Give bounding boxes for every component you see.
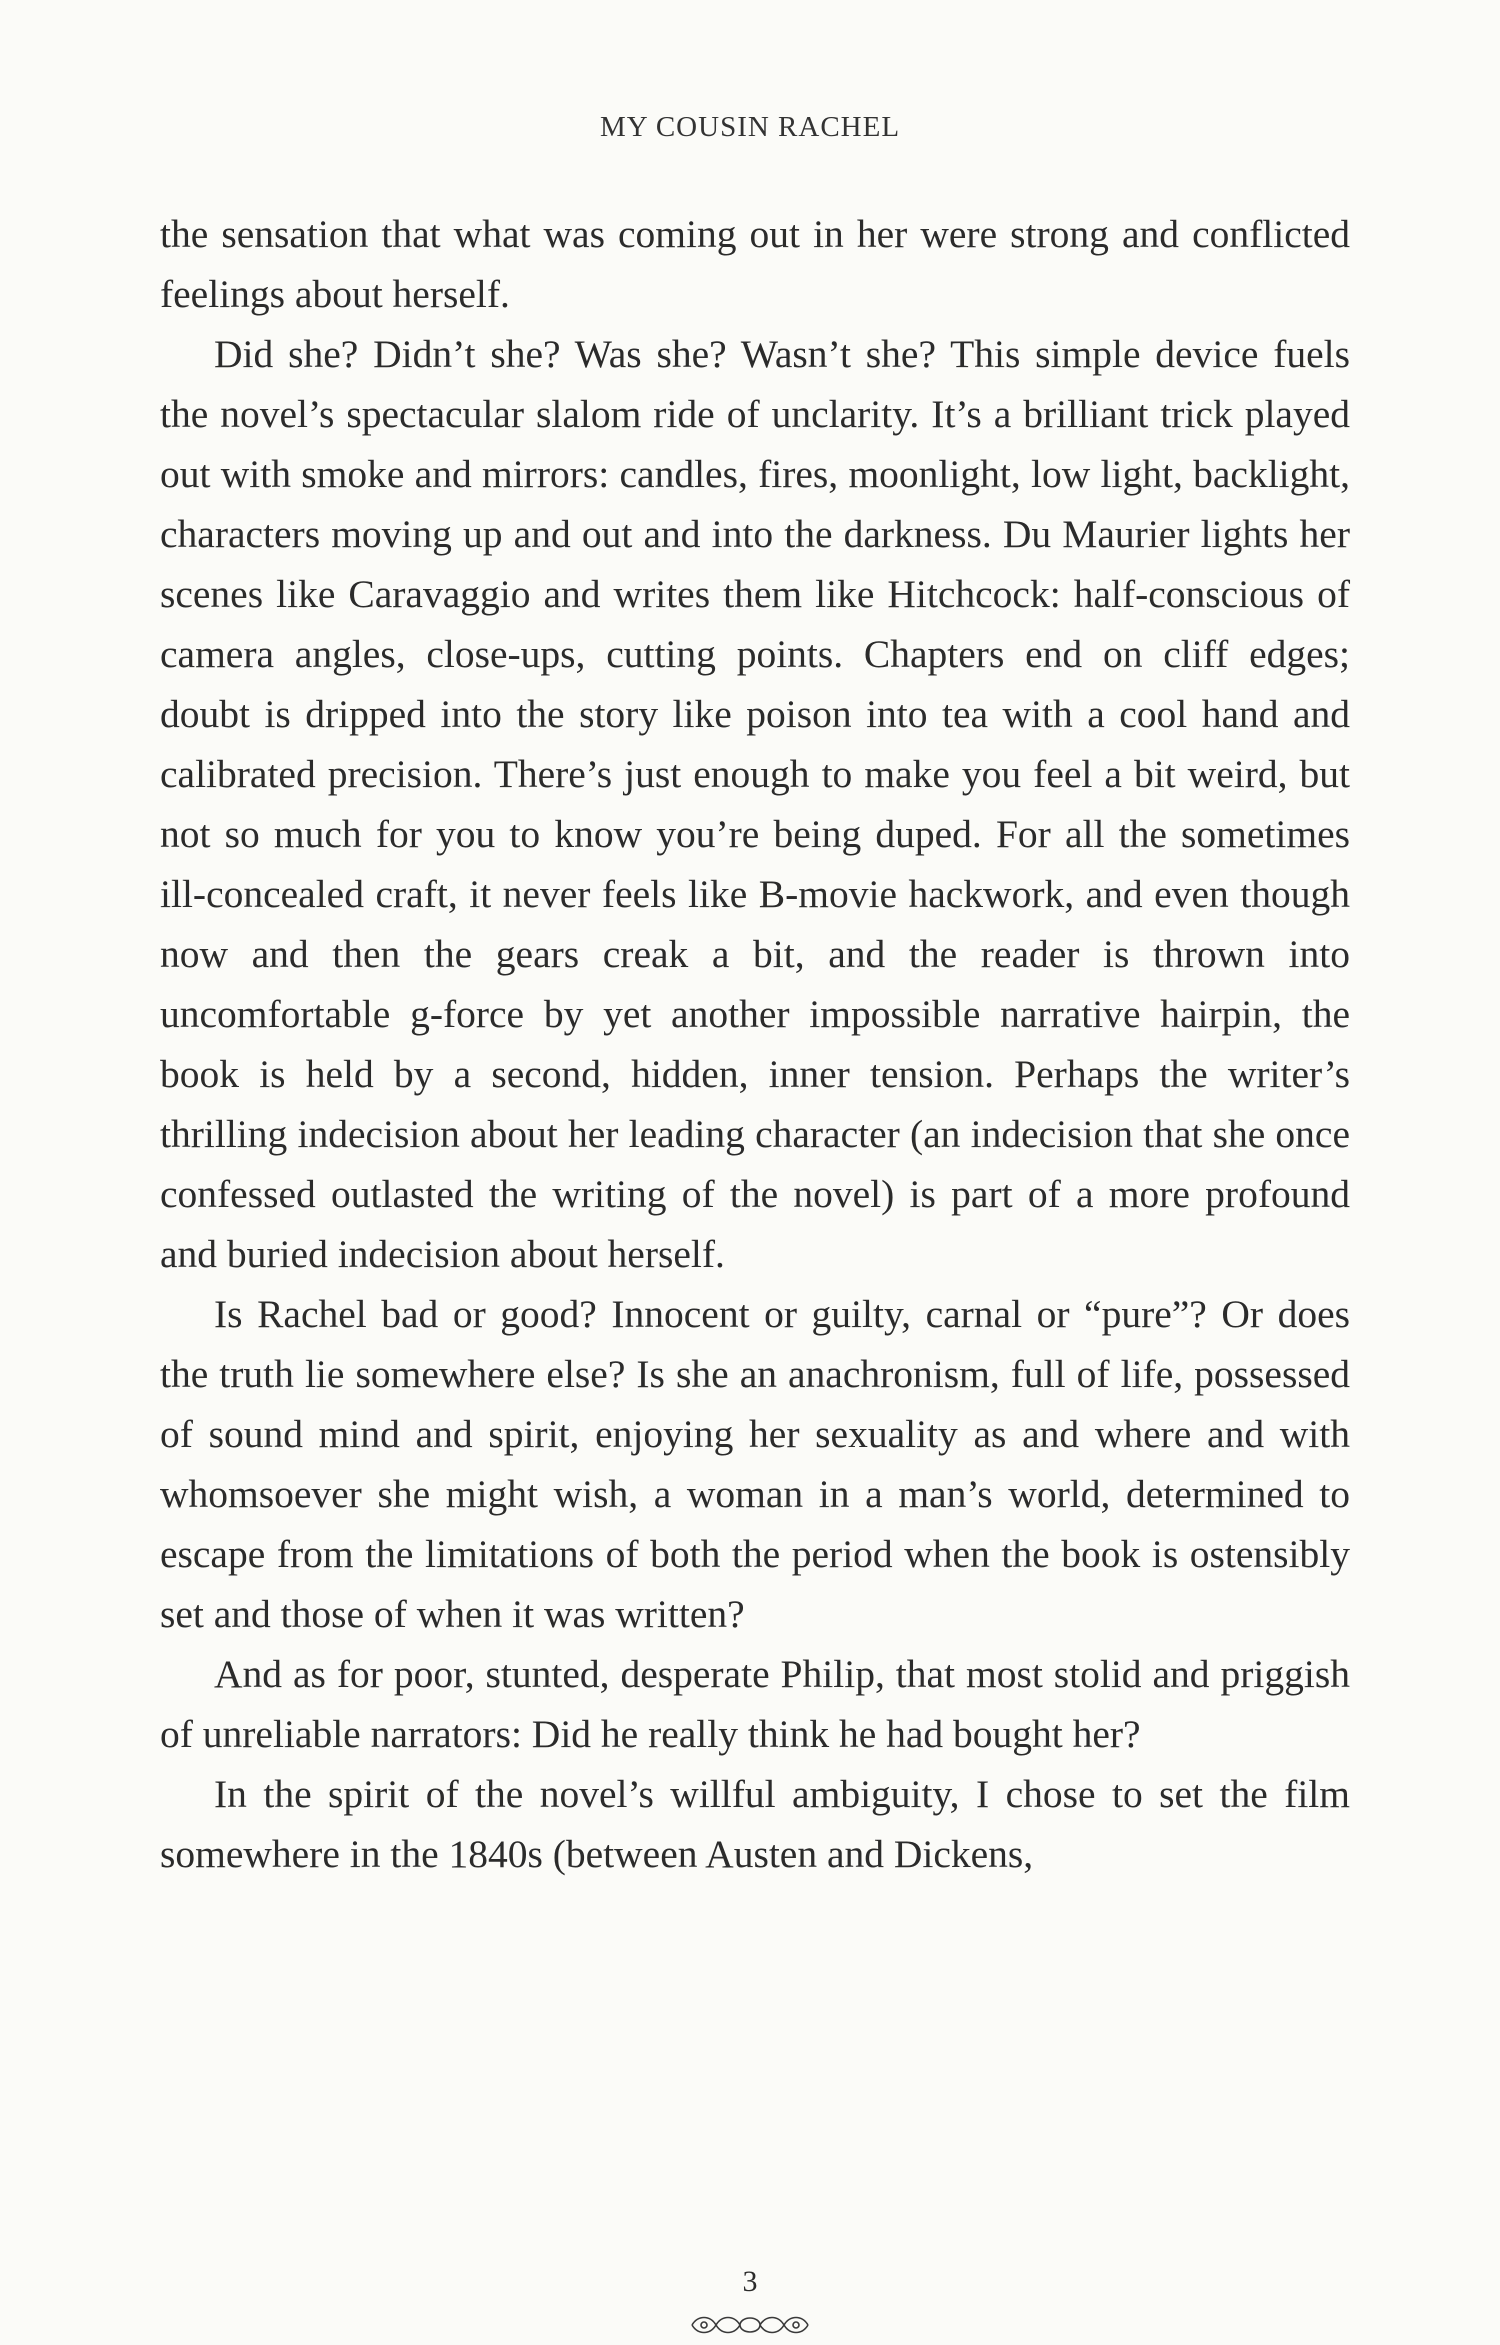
body-text [160, 204, 1350, 1884]
paragraph: Did she? Didn’t she? Was she? Wasn’t she? This simple device fuels the novel’s spectacular slalom ride of unclarity. It’s a brilliant trick played out with smoke and mirrors: candles, fires, moonlight, low light, backlight, characters moving up and out and into the darkness. Du Maurier lights her scenes like Caravaggio and writes them like Hitchcock: half-conscious of camera angles, close-ups, cutting points. Chapters end on cliff edges; doubt is dripped into the story like poison into tea with a cool hand and calibrated precision. There’s just enough to make you feel a bit weird, but not so much for you to know you’re being duped. For all the sometimes ill-concealed craft, it never feels like B-movie hackwork, and even though now and then the gears creak a bit, and the reader is thrown into uncomfortable g-force by yet another impossible narrative hairpin, the book is held by a second, hidden, inner tension. Perhaps the writer’s thrilling indecision about her leading character (an indecision that she once confessed outlasted the writing of the novel) is part of a more profound and buried indecision about herself. [160, 332, 1350, 1276]
page-number: 3 [742, 2265, 758, 2298]
paragraph: And as for poor, stunted, desperate Philip, that most stolid and priggish of unreliable narrators: Did he really think he had bought her? [160, 1652, 1350, 1756]
paragraph-continued: the sensation that what was coming out in her were strong and conflicted feelings about herself. [160, 212, 1350, 316]
running-head: MY COUSIN RACHEL [599, 111, 901, 143]
paragraph: Is Rachel bad or good? Innocent or guilty, carnal or “pure”? Or does the truth lie somewhere else? Is she an anachronism, full of life, possessed of sound mind and spirit, enjoying her sexuality as and where and with whomsoever she might wish, a woman in a man’s world, determined to escape from the limitations of both the period when the book is ostensibly set and those of when it was written? [160, 1292, 1350, 1636]
scroll-ornament-icon [688, 2312, 812, 2338]
paragraph: In the spirit of the novel’s willful ambiguity, I chose to set the film somewhere in the 1840s (between Austen and Dickens, [160, 1772, 1350, 1876]
